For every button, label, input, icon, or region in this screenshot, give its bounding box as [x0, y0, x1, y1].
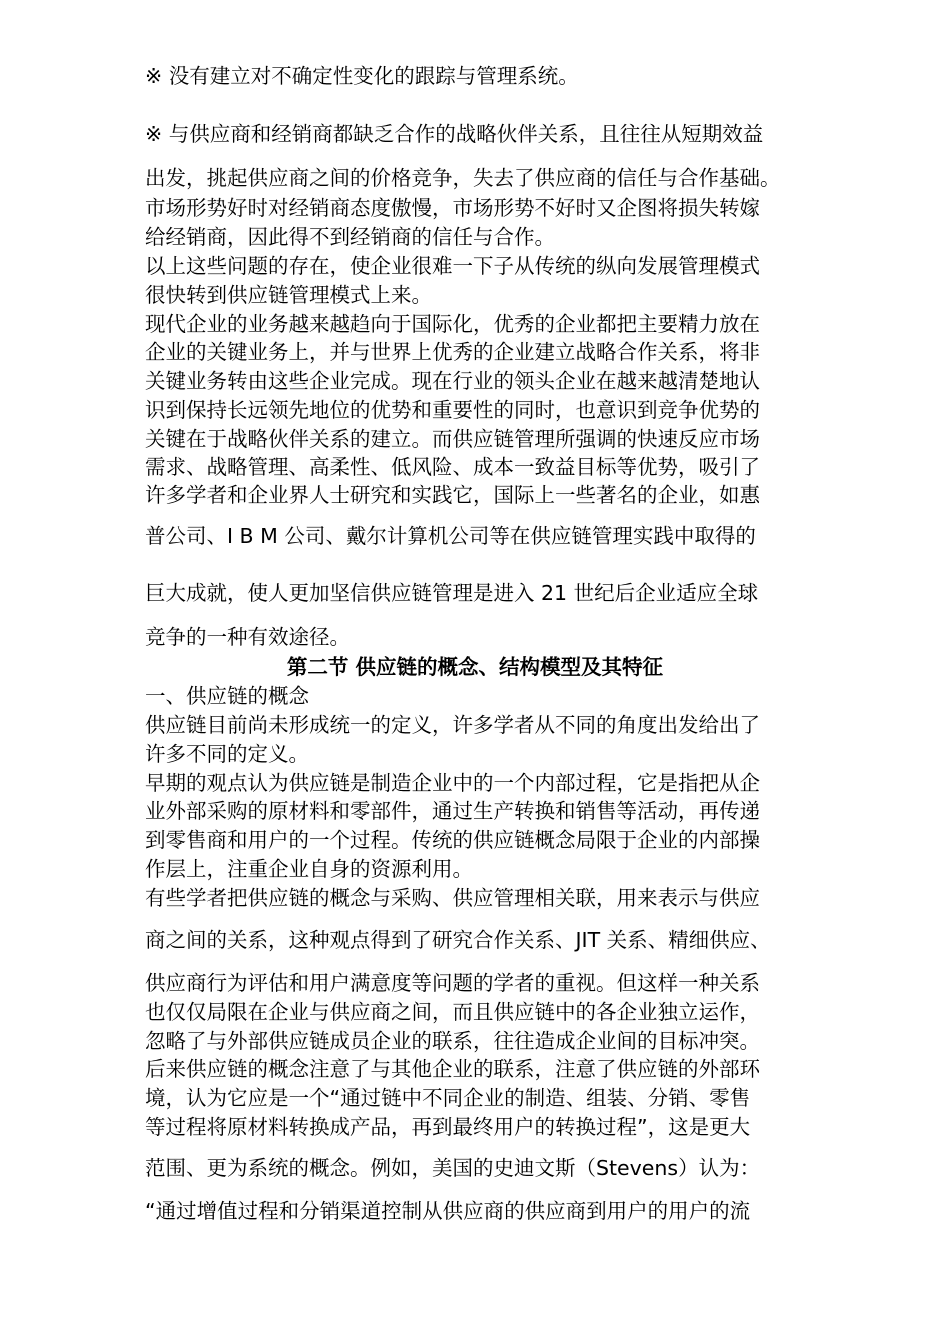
- text-line: 给经销商，因此得不到经销商的信任与合作。: [145, 225, 555, 249]
- section-heading: 第二节 供应链的概念、结构模型及其特征: [286, 655, 664, 679]
- text-line: ※ 与供应商和经销商都缺乏合作的战略伙伴关系，且往往从短期效益: [145, 122, 764, 146]
- text-line: 作层上，注重企业自身的资源利用。: [145, 857, 473, 881]
- text-line: 供应链目前尚未形成统一的定义，许多学者从不同的角度出发给出了: [145, 713, 760, 737]
- text-line: 巨大成就，使人更加坚信供应链管理是进入 21 世纪后企业适应全球: [145, 581, 759, 605]
- text-line: 以上这些问题的存在，使企业很难一下子从传统的纵向发展管理模式: [145, 254, 760, 278]
- text-line: 关键在于战略伙伴关系的建立。而供应链管理所强调的快速反应市场: [145, 427, 760, 451]
- text-line: 竞争的一种有效途径。: [145, 625, 350, 649]
- text-line: 一、供应链的概念: [145, 684, 309, 708]
- text-line: 许多学者和企业界人士研究和实践它，国际上一些著名的企业，如惠: [145, 483, 760, 507]
- text-line: 识到保持长远领先地位的优势和重要性的同时，也意识到竞争优势的: [145, 398, 760, 422]
- text-line: 现代企业的业务越来越趋向于国际化，优秀的企业都把主要精力放在: [145, 312, 760, 336]
- text-line: 很快转到供应链管理模式上来。: [145, 283, 432, 307]
- text-line: 业外部采购的原材料和零部件，通过生产转换和销售等活动，再传递: [145, 799, 760, 823]
- text-line: 境，认为它应是一个“通过链中不同企业的制造、组装、分销、零售: [145, 1086, 751, 1110]
- text-line: 后来供应链的概念注意了与其他企业的联系，注意了供应链的外部环: [145, 1057, 760, 1081]
- text-line: 普公司、I B M 公司、戴尔计算机公司等在供应链管理实践中取得的: [145, 524, 756, 548]
- text-line: ※ 没有建立对不确定性变化的跟踪与管理系统。: [145, 64, 579, 88]
- text-line: 有些学者把供应链的概念与采购、供应管理相关联，用来表示与供应: [145, 886, 760, 910]
- text-line: 范围、更为系统的概念。例如，美国的史迪文斯（Stevens）认为：: [145, 1156, 761, 1180]
- text-line: 商之间的关系，这种观点得到了研究合作关系、JIT 关系、精细供应、: [145, 928, 771, 952]
- text-line: 早期的观点认为供应链是制造企业中的一个内部过程，它是指把从企: [145, 771, 760, 795]
- text-line: 也仅仅局限在企业与供应商之间，而且供应链中的各企业独立运作，: [145, 1000, 760, 1024]
- text-line: 出发，挑起供应商之间的价格竞争，失去了供应商的信任与合作基础。: [145, 166, 781, 190]
- text-line: 需求、战略管理、高柔性、低风险、成本一致益目标等优势，吸引了: [145, 455, 760, 479]
- text-line: 企业的关键业务上，并与世界上优秀的企业建立战略合作关系，将非: [145, 340, 760, 364]
- text-line: 关键业务转由这些企业完成。现在行业的领头企业在越来越清楚地认: [145, 369, 760, 393]
- text-line: 等过程将原材料转换成产品，再到最终用户的转换过程”，这是更大: [145, 1115, 751, 1139]
- text-line: 忽略了与外部供应链成员企业的联系，往往造成企业间的目标冲突。: [145, 1029, 760, 1053]
- text-line: 许多不同的定义。: [145, 742, 309, 766]
- text-line: 市场形势好时对经销商态度傲慢，市场形势不好时又企图将损失转嫁: [145, 196, 760, 220]
- text-line: 到零售商和用户的一个过程。传统的供应链概念局限于企业的内部操: [145, 828, 760, 852]
- text-line: “通过增值过程和分销渠道控制从供应商的供应商到用户的用户的流: [145, 1199, 751, 1223]
- text-line: 供应商行为评估和用户满意度等问题的学者的重视。但这样一种关系: [145, 971, 760, 995]
